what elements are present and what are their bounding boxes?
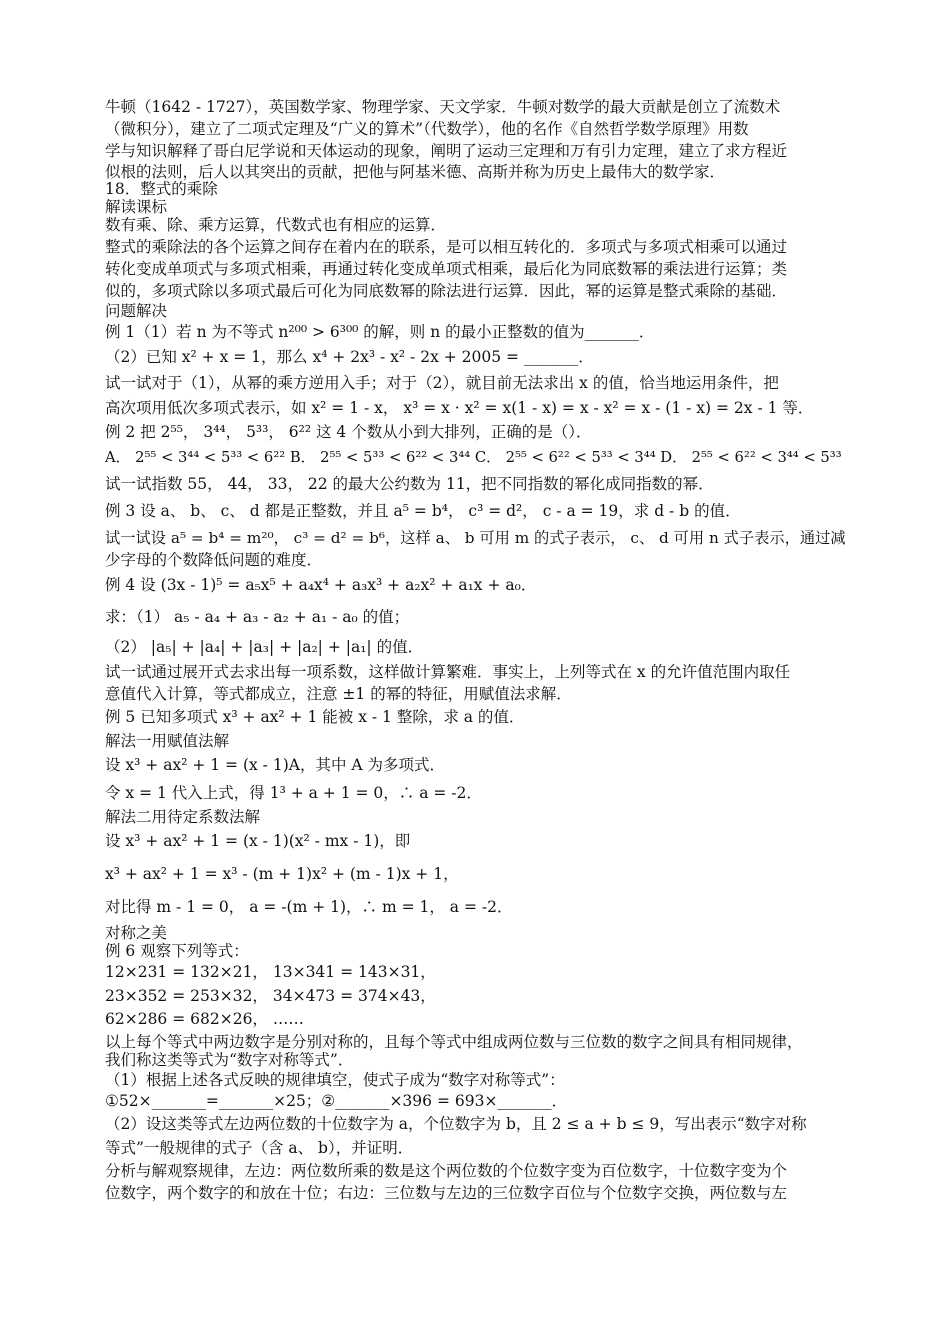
paragraph-line: 整式的乘除法的各个运算之间存在着内在的联系，是可以相互转化的．多项式与多项式相乘可以通过 — [105, 238, 788, 256]
intro-line-2: （微积分），建立了二项式定理及“广义的算术”（代数学），他的名作《自然哲学数学原理》用数 — [105, 120, 749, 138]
heading-problem-solving: 问题解决 — [105, 302, 168, 320]
example-1-part-2: （2）已知 x² + x = 1，那么 x⁴ + 2x³ - x² - 2x + 2005 = _______． — [105, 348, 594, 366]
hint-line: 少字母的个数降低问题的难度． — [105, 551, 323, 569]
hint-line: 试一试对于（1），从幂的乘方逆用入手；对于（2），就目前无法求出 x 的值，恰当地运用条件，把 — [105, 374, 779, 392]
question-2: （2）设这类等式左边两位数的十位数字为 a，个位数字为 b，且 2 ≤ a + b ≤ 9，写出表示“数字对称 — [105, 1115, 807, 1133]
solution-line: 对比得 m - 1 = 0， a = -(m + 1)，∴ m = 1， a = -2． — [105, 898, 513, 916]
hint-line-formula: 高次项用低次多项式表示，如 x² = 1 - x， x³ = x · x² = x(1 - x) = x - x² = x - (1 - x) = 2x - 1 等． — [105, 399, 814, 417]
paragraph-line: 似的，多项式除以多项式最后可化为同底数幂的除法进行运算．因此，幂的运算是整式乘除的基础． — [105, 282, 788, 300]
example-1-part-1: 例 1（1）若 n 为不等式 n²⁰⁰ > 6³⁰⁰ 的解，则 n 的最小正整数的值为_______． — [105, 323, 655, 341]
example-4: 例 4 设 (3x - 1)⁵ = a₅x⁵ + a₄x⁴ + a₃x³ + a₂x² + a₁x + a₀． — [105, 576, 537, 594]
paragraph-line: 我们称这类等式为“数字对称等式”． — [105, 1051, 354, 1069]
analysis-line: 位数字，两个数字的和放在十位；右边：三位数与左边的三位数字百位与个位数字交换，两位数与左 — [105, 1184, 788, 1202]
example-4-part-2: （2） |a₅| + |a₄| + |a₃| + |a₂| + |a₁| 的值． — [105, 638, 424, 656]
solution-line: x³ + ax² + 1 = x³ - (m + 1)x² + (m - 1)x + 1， — [105, 865, 459, 883]
example-2: 例 2 把 2⁵⁵， 3⁴⁴， 5³³， 6²² 这 4 个数从小到大排列，正确的是（）． — [105, 423, 592, 441]
paragraph-line: 转化变成单项式与多项式相乘，再通过转化变成单项式相乘，最后化为同底数幂的乘法进行运算；类 — [105, 260, 788, 278]
analysis-line: 分析与解观察规律，左边：两位数所乘的数是这个两位数的个位数字变为百位数字，十位数字变为个 — [105, 1162, 788, 1180]
section-title: 18．整式的乘除 — [105, 180, 218, 198]
solution-line: 设 x³ + ax² + 1 = (x - 1)A，其中 A 为多项式． — [105, 756, 445, 774]
solution-line: 令 x = 1 代入上式，得 1³ + a + 1 = 0，∴ a = -2． — [105, 784, 482, 802]
intro-line-4: 似根的法则，后人以其突出的贡献，把他与阿基米德、高斯并称为历史上最伟大的数学家． — [105, 163, 726, 181]
paragraph-line: 数有乘、除、乘方运算，代数式也有相应的运算． — [105, 216, 447, 234]
intro-line-1: 牛顿（1642 - 1727），英国数学家、物理学家、天文学家．牛顿对数学的最大贡献是创立了流数术 — [105, 98, 781, 116]
equation-line: 62×286 = 682×26， …… — [105, 1010, 304, 1028]
heading-curriculum: 解读课标 — [105, 198, 168, 216]
question-1: （1）根据上述各式反映的规律填空，使式子成为“数字对称等式”： — [105, 1071, 565, 1089]
solution-method-2-title: 解法二用待定系数法解 — [105, 808, 261, 826]
paragraph-line: 以上每个等式中两边数字是分别对称的，且每个等式中组成两位数与三位数的数字之间具有相同规律， — [105, 1033, 803, 1051]
equation-line: 23×352 = 253×32， 34×473 = 374×43， — [105, 987, 436, 1005]
example-2-options: A． 2⁵⁵ < 3⁴⁴ < 5³³ < 6²² B． 2⁵⁵ < 5³³ < 6²² < 3⁴⁴ C． 2⁵⁵ < 6²² < 5³³ < 3⁴⁴ D． 2⁵⁵ < 6²² < 3⁴⁴ < 5³³ — [105, 449, 842, 466]
equation-line: 12×231 = 132×21， 13×341 = 143×31， — [105, 963, 436, 981]
hint-line: 意值代入计算，等式都成立，注意 ±1 的幂的特征，用赋值法求解． — [105, 685, 572, 703]
example-5: 例 5 已知多项式 x³ + ax² + 1 能被 x - 1 整除，求 a 的值． — [105, 708, 525, 726]
hint-line: 试一试通过展开式去求出每一项系数，这样做计算繁难．事实上，上列等式在 x 的允许值范围内取任 — [105, 663, 791, 681]
question-1-blanks: ①52×_______=_______×25；②_______×396 = 693×_______． — [105, 1092, 568, 1110]
intro-line-3: 学与知识解释了哥白尼学说和天体运动的现象，阐明了运动三定理和万有引力定理，建立了求方程近 — [105, 142, 788, 160]
example-6: 例 6 观察下列等式： — [105, 942, 249, 960]
solution-line: 设 x³ + ax² + 1 = (x - 1)(x² - mx - 1)，即 — [105, 832, 411, 850]
hint-line: 试一试指数 55， 44， 33， 22 的最大公约数为 11，把不同指数的幂化成同指数的幂． — [105, 475, 714, 493]
example-4-part-1: 求：（1） a₅ - a₄ + a₃ - a₂ + a₁ - a₀ 的值； — [105, 608, 410, 626]
hint-line: 试一试设 a⁵ = b⁴ = m²⁰， c³ = d² = b⁶，这样 a、 b 可用 m 的式子表示， c、 d 可用 n 式子表示，通过减 — [105, 529, 846, 547]
question-2-cont: 等式”一般规律的式子（含 a、 b），并证明． — [105, 1139, 414, 1157]
heading-symmetry: 对称之美 — [105, 924, 168, 942]
solution-method-1-title: 解法一用赋值法解 — [105, 732, 230, 750]
example-3: 例 3 设 a、 b、 c、 d 都是正整数，并且 a⁵ = b⁴， c³ = d²， c - a = 19，求 d - b 的值． — [105, 502, 741, 520]
